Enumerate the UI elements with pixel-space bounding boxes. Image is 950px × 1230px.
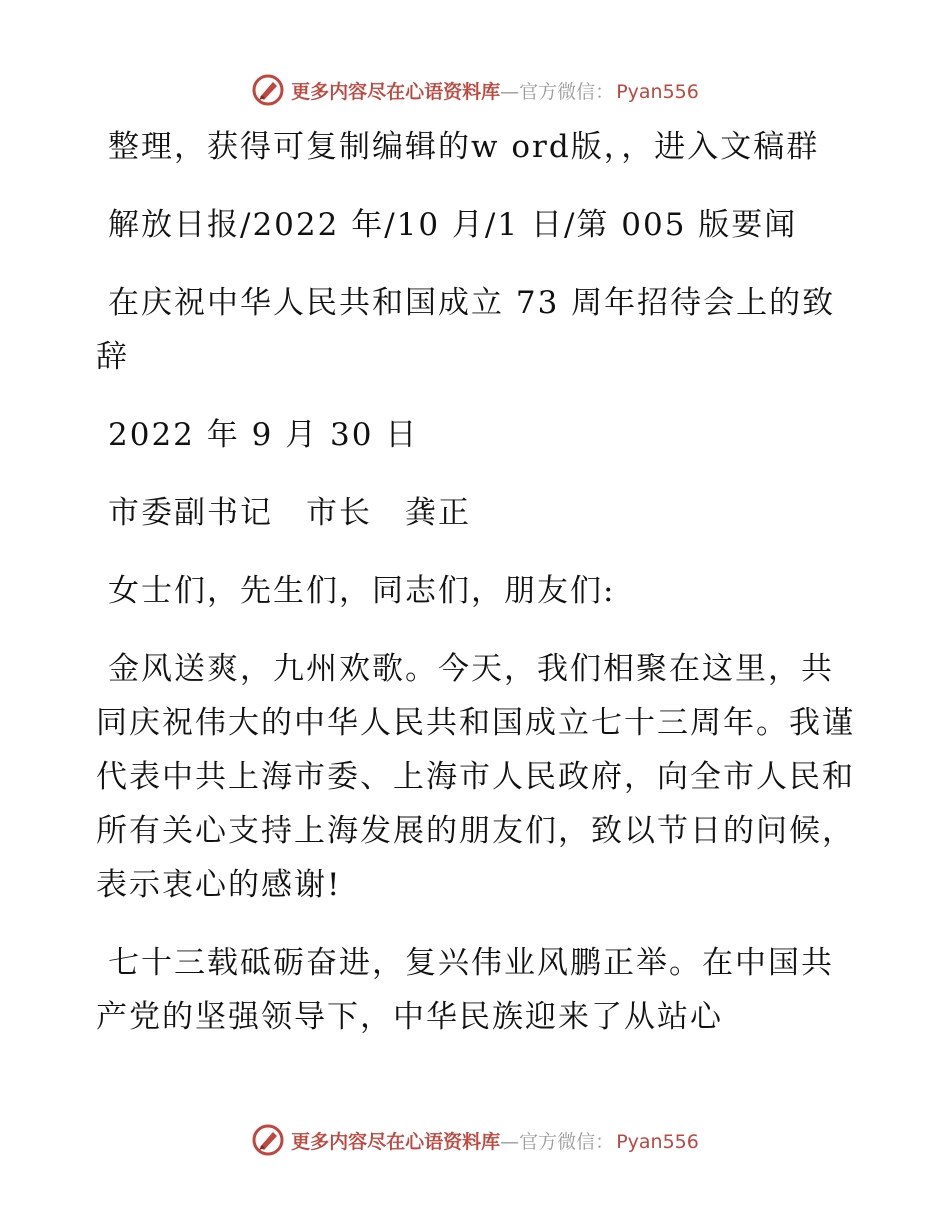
watermark-contact-label: 官方微信： [519, 80, 615, 103]
watermark-contact-label: 官方微信： [519, 1130, 615, 1153]
header-watermark [0, 70, 950, 110]
paragraph-body-1: 金风送爽，九州欢歌。今天，我们相聚在这里，共同庆祝伟大的中华人民共和国成立七十三周年。我谨代表中共上海市委、上海市人民政府，向全市人民和所有关心支持上海发展的朋友们，致以节日的问候，表示衷心的感谢! [96, 651, 855, 903]
watermark-wechat-id: Pyan556 [616, 80, 699, 103]
paragraph-source: 解放日报/2022 年/10 月/1 日/第 005 版要闻 [108, 207, 798, 243]
paragraph-author: 市委副书记 市长 龚正 [108, 495, 471, 531]
paragraph-date: 2022 年 9 月 30 日 [108, 417, 419, 453]
pen-seal-icon [251, 1123, 285, 1157]
paragraph-salutation: 女士们，先生们，同志们，朋友们: [108, 573, 616, 609]
watermark-dash: — [500, 80, 520, 103]
watermark-dash: — [500, 1130, 520, 1153]
watermark-text [291, 1127, 699, 1154]
paragraph-note: 整理，获得可复制编辑的w ord版，，进入文稿群 [108, 129, 820, 165]
paragraph-title: 在庆祝中华人民共和国成立 73 周年招待会上的致辞 [96, 285, 836, 375]
paragraph-body-2: 七十三载砥砺奋进，复兴伟业风鹏正举。在中国共产党的坚强领导下，中华民族迎来了从站心 [96, 945, 834, 1035]
watermark-text [291, 77, 699, 104]
document-body [96, 120, 856, 1068]
watermark-brand: 更多内容尽在心语资料库 [291, 1130, 501, 1153]
watermark-brand: 更多内容尽在心语资料库 [291, 80, 501, 103]
pen-seal-icon [251, 73, 285, 107]
watermark-wechat-id: Pyan556 [616, 1130, 699, 1153]
footer-watermark [0, 1120, 950, 1160]
